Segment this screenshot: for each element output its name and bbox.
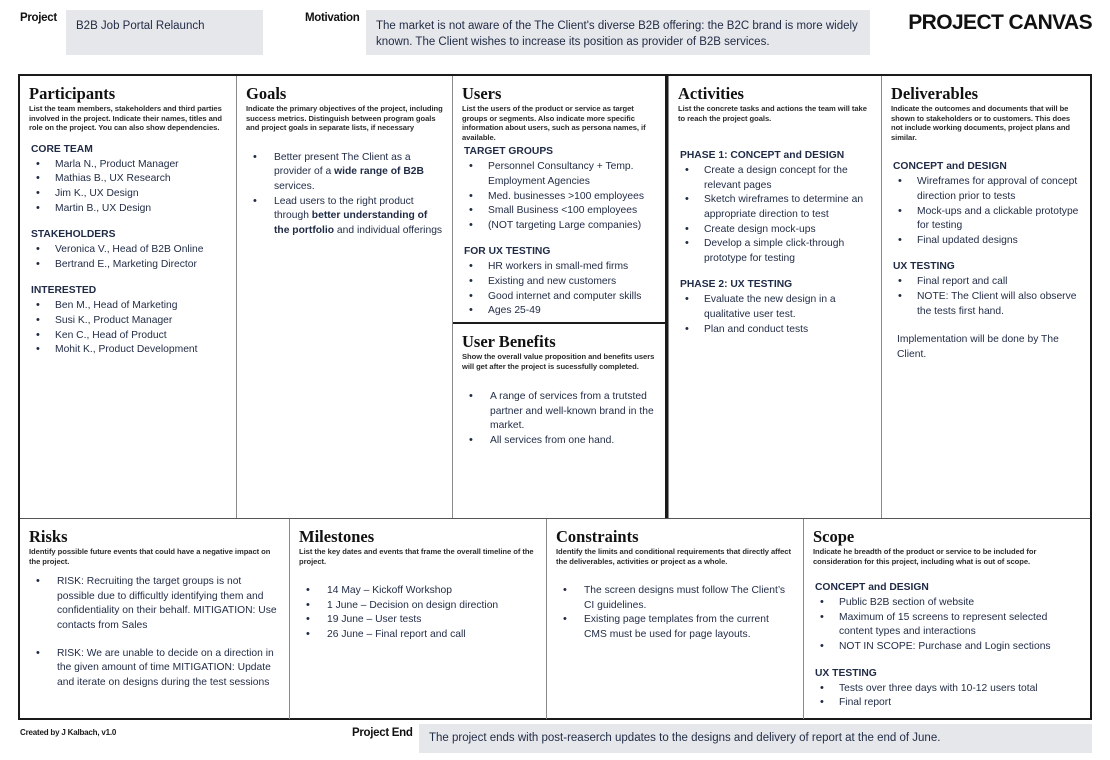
project-name-field[interactable]: B2B Job Portal Relaunch bbox=[66, 10, 263, 55]
list-item: • (NOT targeting Large companies) bbox=[462, 219, 656, 234]
section-goals[interactable] bbox=[236, 76, 452, 518]
milestones-list bbox=[299, 584, 537, 642]
list-item: • Mock-ups and a clickable prototype for testing bbox=[891, 205, 1081, 234]
motivation-field[interactable]: The market is not aware of the The Client's diverse B2B offering: the B2C brand is more widely known. The Client wishes to increase its position as provider of B2B services. bbox=[366, 10, 870, 55]
list-item: • NOT IN SCOPE: Purchase and Login sections bbox=[813, 640, 1081, 655]
list-item: • Public B2B section of website bbox=[813, 596, 1081, 611]
list-item: • Evaluate the new design in a qualitative user test. bbox=[678, 293, 872, 322]
section-user-benefits[interactable] bbox=[453, 322, 665, 512]
group-heading-concept-and-design: CONCEPT and DESIGN bbox=[815, 582, 929, 594]
section-constraints[interactable] bbox=[546, 519, 803, 719]
section-description: Indicate the primary objectives of the project, including success metrics. Distinguish between program goals and project goals in separate lists, if necessary bbox=[246, 104, 443, 133]
list-item: • Lead users to the right product through better understanding of the portfolio and individual offerings bbox=[246, 195, 443, 239]
constraints-list bbox=[556, 584, 794, 642]
list-item: • Sketch wireframes to determine an appropriate direction to test bbox=[678, 193, 872, 222]
section-title: Milestones bbox=[299, 527, 375, 546]
section-description: List the key dates and events that frame the overall timeline of the project. bbox=[299, 547, 534, 566]
section-users[interactable] bbox=[453, 76, 665, 322]
participants-stakeholders-list bbox=[29, 243, 227, 272]
list-item: • Maximum of 15 screens to represent selected content types and interactions bbox=[813, 611, 1081, 640]
activities-phase2-list bbox=[678, 293, 872, 337]
list-item: • Create a design concept for the relevant pages bbox=[678, 164, 872, 193]
list-item: • HR workers in small-med firms bbox=[462, 260, 656, 275]
section-description: List the users of the product or service as target groups or segments. Also indicate more specific information about users, such as persona names, if available. bbox=[462, 104, 646, 142]
section-description: List the concrete tasks and actions the team will take to reach the project goals. bbox=[678, 104, 867, 123]
page-title: PROJECT CANVAS bbox=[908, 11, 1092, 34]
group-heading-stakeholders: STAKEHOLDERS bbox=[31, 229, 116, 241]
list-item: • Plan and conduct tests bbox=[678, 323, 872, 338]
list-item: • Good internet and computer skills bbox=[462, 290, 656, 305]
group-heading-core-team: CORE TEAM bbox=[31, 143, 93, 155]
section-title: Scope bbox=[813, 527, 855, 546]
list-item: • Marla N., Product Manager bbox=[29, 158, 227, 173]
list-item: • Wireframes for approval of concept direction prior to tests bbox=[891, 175, 1081, 204]
section-description: Indicate the outcomes and documents that will be shown to stakeholders or to customers. This does not include working documents, project plans and similar. bbox=[891, 104, 1071, 142]
section-risks[interactable] bbox=[20, 519, 289, 719]
list-item: • 19 June – User tests bbox=[299, 613, 537, 628]
list-item: • Veronica V., Head of B2B Online bbox=[29, 243, 227, 258]
list-item: • Mohit K., Product Development bbox=[29, 343, 227, 358]
section-title: Activities bbox=[678, 84, 744, 103]
list-item: • Small Business <100 employees bbox=[462, 204, 656, 219]
section-participants[interactable] bbox=[20, 76, 236, 518]
canvas-grid bbox=[18, 74, 1092, 720]
section-users-column bbox=[452, 76, 668, 518]
canvas-footer bbox=[0, 722, 1110, 760]
created-by-credit: Created by J Kalbach, v1.0 bbox=[20, 728, 117, 737]
section-title: Deliverables bbox=[891, 84, 979, 103]
list-item: • Martin B., UX Design bbox=[29, 202, 227, 217]
motivation-label: Motivation bbox=[305, 12, 360, 24]
list-item: • Ages 25-49 bbox=[462, 304, 656, 319]
list-item: • 14 May – Kickoff Workshop bbox=[299, 584, 537, 599]
section-title: Goals bbox=[246, 84, 287, 103]
user-benefits-list bbox=[462, 390, 656, 448]
section-title: User Benefits bbox=[462, 332, 556, 351]
scope-ux-testing-list bbox=[813, 682, 1081, 711]
section-description: Identify possible future events that could have a negative impact on the project. bbox=[29, 547, 271, 566]
list-item: • Bertrand E., Marketing Director bbox=[29, 258, 227, 273]
project-end-label: Project End bbox=[352, 727, 413, 739]
list-item: • Existing and new customers bbox=[462, 275, 656, 290]
list-item: • Ben M., Head of Marketing bbox=[29, 299, 227, 314]
list-item: • Susi K., Product Manager bbox=[29, 314, 227, 329]
canvas-header bbox=[0, 0, 1110, 70]
deliverables-note: Implementation will be done by The Client. bbox=[897, 334, 1059, 360]
group-heading-ux-testing: UX TESTING bbox=[815, 667, 877, 679]
list-item: • Final report and call bbox=[891, 275, 1081, 290]
section-deliverables[interactable] bbox=[881, 76, 1090, 518]
section-description: Show the overall value proposition and benefits users will get after the project is sucessfully completed. bbox=[462, 352, 655, 371]
project-end-field[interactable]: The project ends with post-reaserch updates to the designs and delivery of report at the end of June. bbox=[419, 724, 1092, 753]
section-activities[interactable] bbox=[668, 76, 881, 518]
participants-core-team-list bbox=[29, 158, 227, 216]
group-heading-interested: INTERESTED bbox=[31, 285, 97, 297]
participants-interested-list bbox=[29, 299, 227, 357]
section-title: Risks bbox=[29, 527, 68, 546]
section-title: Users bbox=[462, 84, 502, 103]
list-item: • Final report bbox=[813, 696, 1081, 711]
section-description: Identify the limits and conditional requirements that directly affect the deliverables, activities or project as a whole. bbox=[556, 547, 791, 566]
list-item: • Personnel Consultancy + Temp. Employment Agencies bbox=[462, 160, 656, 189]
list-item: • Mathias B., UX Research bbox=[29, 172, 227, 187]
deliverables-ux-testing-list bbox=[891, 275, 1081, 319]
users-ux-testing-list bbox=[462, 260, 656, 318]
section-milestones[interactable] bbox=[289, 519, 546, 719]
group-heading-phase-2: PHASE 2: UX TESTING bbox=[680, 279, 793, 291]
list-item: • A range of services from a trutsted partner and well-known brand in the market. bbox=[462, 390, 656, 434]
list-item: • Jim K., UX Design bbox=[29, 187, 227, 202]
list-item: • Med. businesses >100 employees bbox=[462, 190, 656, 205]
list-item: • The screen designs must follow The Client’s CI guidelines. bbox=[556, 584, 794, 613]
list-item: • Existing page templates from the current CMS must be used for page layouts. bbox=[556, 613, 794, 642]
list-item: • 1 June – Decision on design direction bbox=[299, 599, 537, 614]
section-scope[interactable] bbox=[803, 519, 1090, 719]
section-description: List the team members, stakeholders and third parties involved in the project. Indicate their names, titles and role on the project. You can also show dependencies. bbox=[29, 104, 222, 133]
list-item: • NOTE: The Client will also observe the tests first hand. bbox=[891, 290, 1081, 319]
scope-concept-list bbox=[813, 596, 1081, 654]
list-item: • RISK: We are unable to decide on a direction in the given amount of time MITIGATION: Update and iterate on designs during the test sessions bbox=[29, 647, 280, 691]
canvas-top-row bbox=[20, 76, 1090, 518]
group-heading-for-ux-testing: FOR UX TESTING bbox=[464, 246, 551, 258]
list-item: • Better present The Client as a provider of a wide range of B2B services. bbox=[246, 151, 443, 195]
list-item: • Tests over three days with 10-12 users total bbox=[813, 682, 1081, 697]
activities-phase1-list bbox=[678, 164, 872, 266]
group-heading-ux-testing: UX TESTING bbox=[893, 261, 955, 273]
section-title: Participants bbox=[29, 84, 116, 103]
list-item: • Create design mock-ups bbox=[678, 223, 872, 238]
list-item: • All services from one hand. bbox=[462, 434, 656, 449]
section-description: Indicate he breadth of the product or service to be included for consideration for this project, including what is out of scope. bbox=[813, 547, 1037, 566]
goals-list bbox=[246, 151, 443, 239]
list-item: • 26 June – Final report and call bbox=[299, 628, 537, 643]
section-title: Constraints bbox=[556, 527, 639, 546]
list-item: • Ken C., Head of Product bbox=[29, 329, 227, 344]
list-item: • Final updated designs bbox=[891, 234, 1081, 249]
canvas-bottom-row bbox=[20, 518, 1090, 719]
list-item: • RISK: Recruiting the target groups is not possible due to difficultly identifying them and confidentiality on their behalf. MITIGATION: Use contacts from Sales bbox=[29, 575, 280, 633]
deliverables-concept-list bbox=[891, 175, 1081, 248]
group-heading-phase-1: PHASE 1: CONCEPT and DESIGN bbox=[680, 150, 845, 162]
project-label: Project bbox=[20, 12, 57, 24]
users-target-groups-list bbox=[462, 160, 656, 233]
list-item: • Develop a simple click-through prototype for testing bbox=[678, 237, 872, 266]
group-heading-target-groups: TARGET GROUPS bbox=[464, 146, 554, 158]
group-heading-concept-and-design: CONCEPT and DESIGN bbox=[893, 161, 1007, 173]
risks-list bbox=[29, 575, 280, 690]
